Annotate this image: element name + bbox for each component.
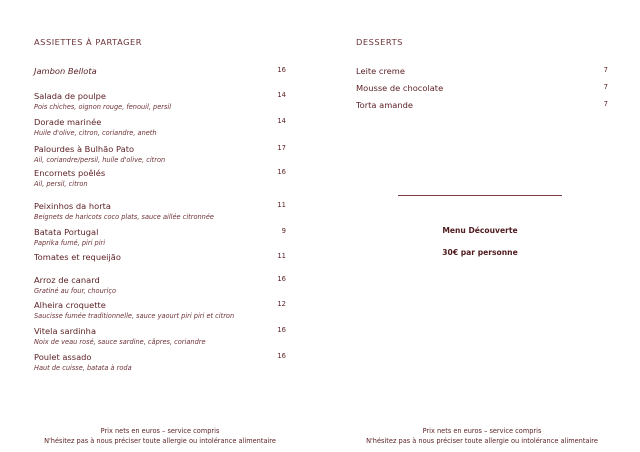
item-price: 16 [277, 168, 286, 176]
item-description: Noix de veau rosé, sauce sardine, câpres, coriandre [34, 338, 206, 346]
item-name: Salada de poulpe [34, 91, 107, 101]
menu-item [34, 168, 286, 188]
section-heading-desserts: DESSERTS [356, 37, 403, 47]
item-price: 11 [277, 201, 286, 209]
item-name: Jambon Bellota [34, 66, 97, 76]
menu-item [34, 144, 286, 164]
item-description: Saucisse fumée traditionnelle, sauce yaourt piri piri et citron [34, 312, 235, 320]
item-name: Leite creme [356, 66, 405, 76]
item-name: Dorade marinée [34, 117, 102, 127]
footer-left [34, 427, 286, 446]
item-description: Beignets de haricots coco plats, sauce aillée citronnée [34, 213, 214, 221]
item-description: Paprika fumé, piri piri [34, 239, 106, 247]
menu-item [34, 117, 286, 137]
item-name: Batata Portugal [34, 227, 99, 237]
item-name: Peixinhos da horta [34, 201, 111, 211]
item-price: 16 [277, 326, 286, 334]
item-description: Huile d'olive, citron, coriandre, aneth [34, 129, 157, 137]
item-name: Encornets poêlés [34, 168, 106, 178]
item-name: Arroz de canard [34, 275, 100, 285]
item-price: 16 [277, 66, 286, 74]
item-price: 16 [277, 352, 286, 360]
item-name: Vitela sardinha [34, 326, 97, 336]
menu-item [34, 300, 286, 320]
item-description: Ail, persil, citron [34, 180, 88, 188]
item-price: 7 [603, 100, 608, 108]
menu-item [34, 326, 286, 346]
menu-item [34, 66, 286, 76]
item-description: Gratiné au four, chouriço [34, 287, 116, 295]
footer-allergy-note: N'hésitez pas à nous préciser toute allergie ou intolérance alimentaire [44, 436, 276, 445]
item-description: Pois chiches, oignon rouge, fenouil, persil [34, 103, 172, 111]
item-name: Alheira croquette [34, 300, 106, 310]
dessert-item [356, 66, 608, 76]
item-name: Torta amande [356, 100, 414, 110]
footer-right [356, 427, 608, 446]
menu-item [34, 352, 286, 372]
section-heading-assiettes: ASSIETTES À PARTAGER [34, 37, 143, 47]
item-price: 7 [603, 66, 608, 74]
item-description: Ail, coriandre/persil, huile d'olive, citron [34, 156, 166, 164]
footer-prices-note: Prix nets en euros – service compris [100, 427, 220, 435]
menu-item [34, 91, 286, 111]
section-divider [398, 195, 562, 196]
item-price: 17 [277, 144, 286, 152]
item-name: Palourdes à Bulhão Pato [34, 144, 135, 154]
item-name: Poulet assado [34, 352, 92, 362]
item-price: 14 [277, 117, 286, 125]
item-name: Tomates et requeijão [34, 252, 121, 262]
item-price: 16 [277, 275, 286, 283]
menu-decouverte-price: 30€ par personne [442, 248, 518, 257]
dessert-item [356, 100, 608, 110]
item-price: 14 [277, 91, 286, 99]
menu-item [34, 227, 286, 247]
footer-allergy-note: N'hésitez pas à nous préciser toute allergie ou intolérance alimentaire [366, 436, 598, 445]
menu-item [34, 201, 286, 221]
item-price: 7 [603, 83, 608, 91]
item-price: 11 [277, 252, 286, 260]
menu-item [34, 275, 286, 295]
item-price: 9 [281, 227, 286, 235]
footer-prices-note: Prix nets en euros – service compris [422, 427, 542, 435]
item-description: Haut de cuisse, batata à roda [34, 364, 132, 372]
menu-decouverte-title: Menu Découverte [442, 226, 518, 235]
item-price: 12 [277, 300, 286, 308]
dessert-item [356, 83, 608, 93]
item-name: Mousse de chocolate [356, 83, 444, 93]
menu-item [34, 252, 286, 262]
